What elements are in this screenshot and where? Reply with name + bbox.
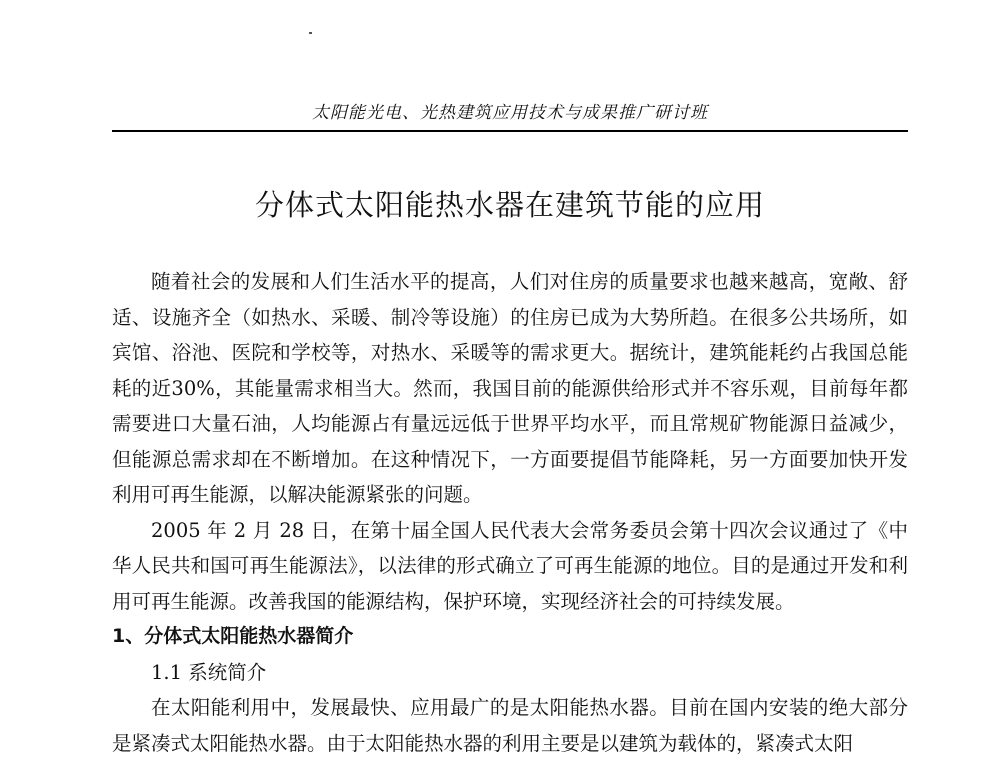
article-title: 分体式太阳能热水器在建筑节能的应用 (254, 188, 765, 222)
paragraph-law: 2005 年 2 月 28 日，在第十届全国人民代表大会常务委员会第十四次会议通过了《中华人民共和国可再生能源法》，以法律的形式确立了可再生能源的地位。目的是通过开发和利用可再生能源。改善我国的能源结构，保护环境，实现经济社会的可持续发展。 (112, 518, 908, 613)
running-head: 太阳能光电、光热建筑应用技术与成果推广研讨班 (312, 103, 708, 123)
section-heading: 1、分体式太阳能热水器简介 (112, 625, 354, 647)
scan-speck (309, 32, 312, 34)
paragraph-intro: 随着社会的发展和人们生活水平的提高，人们对住房的质量要求也越来越高，宽敞、舒适、设施齐全（如热水、采暖、制冷等设施）的住房已成为大势所趋。在很多公共场所，如宾馆、浴池、医院和学校等，对热水、采暖等的需求更大。据统计，建筑能耗约占我国总能耗的近30%，其能量需求相当大。然而，我国目前的能源供给形式并不容乐观，目前每年都需要进口大量石油，人均能源占有量远远低于世界平均水平，而且常规矿物能源日益减少，但能源总需求却在不断增加。在这种情况下，一方面要提倡节能降耗，另一方面要加快开发利用可再生能源，以解决能源紧张的问题。 (112, 270, 908, 506)
article-body (112, 264, 908, 761)
subsection-heading: 1.1 系统简介 (151, 660, 267, 684)
paragraph-system: 在太阳能利用中，发展最快、应用最广的是太阳能热水器。目前在国内安装的绝大部分是紧凑式太阳能热水器。由于太阳能热水器的利用主要是以建筑为载体的，紧凑式太阳 (112, 696, 908, 755)
header-rule (112, 130, 908, 132)
